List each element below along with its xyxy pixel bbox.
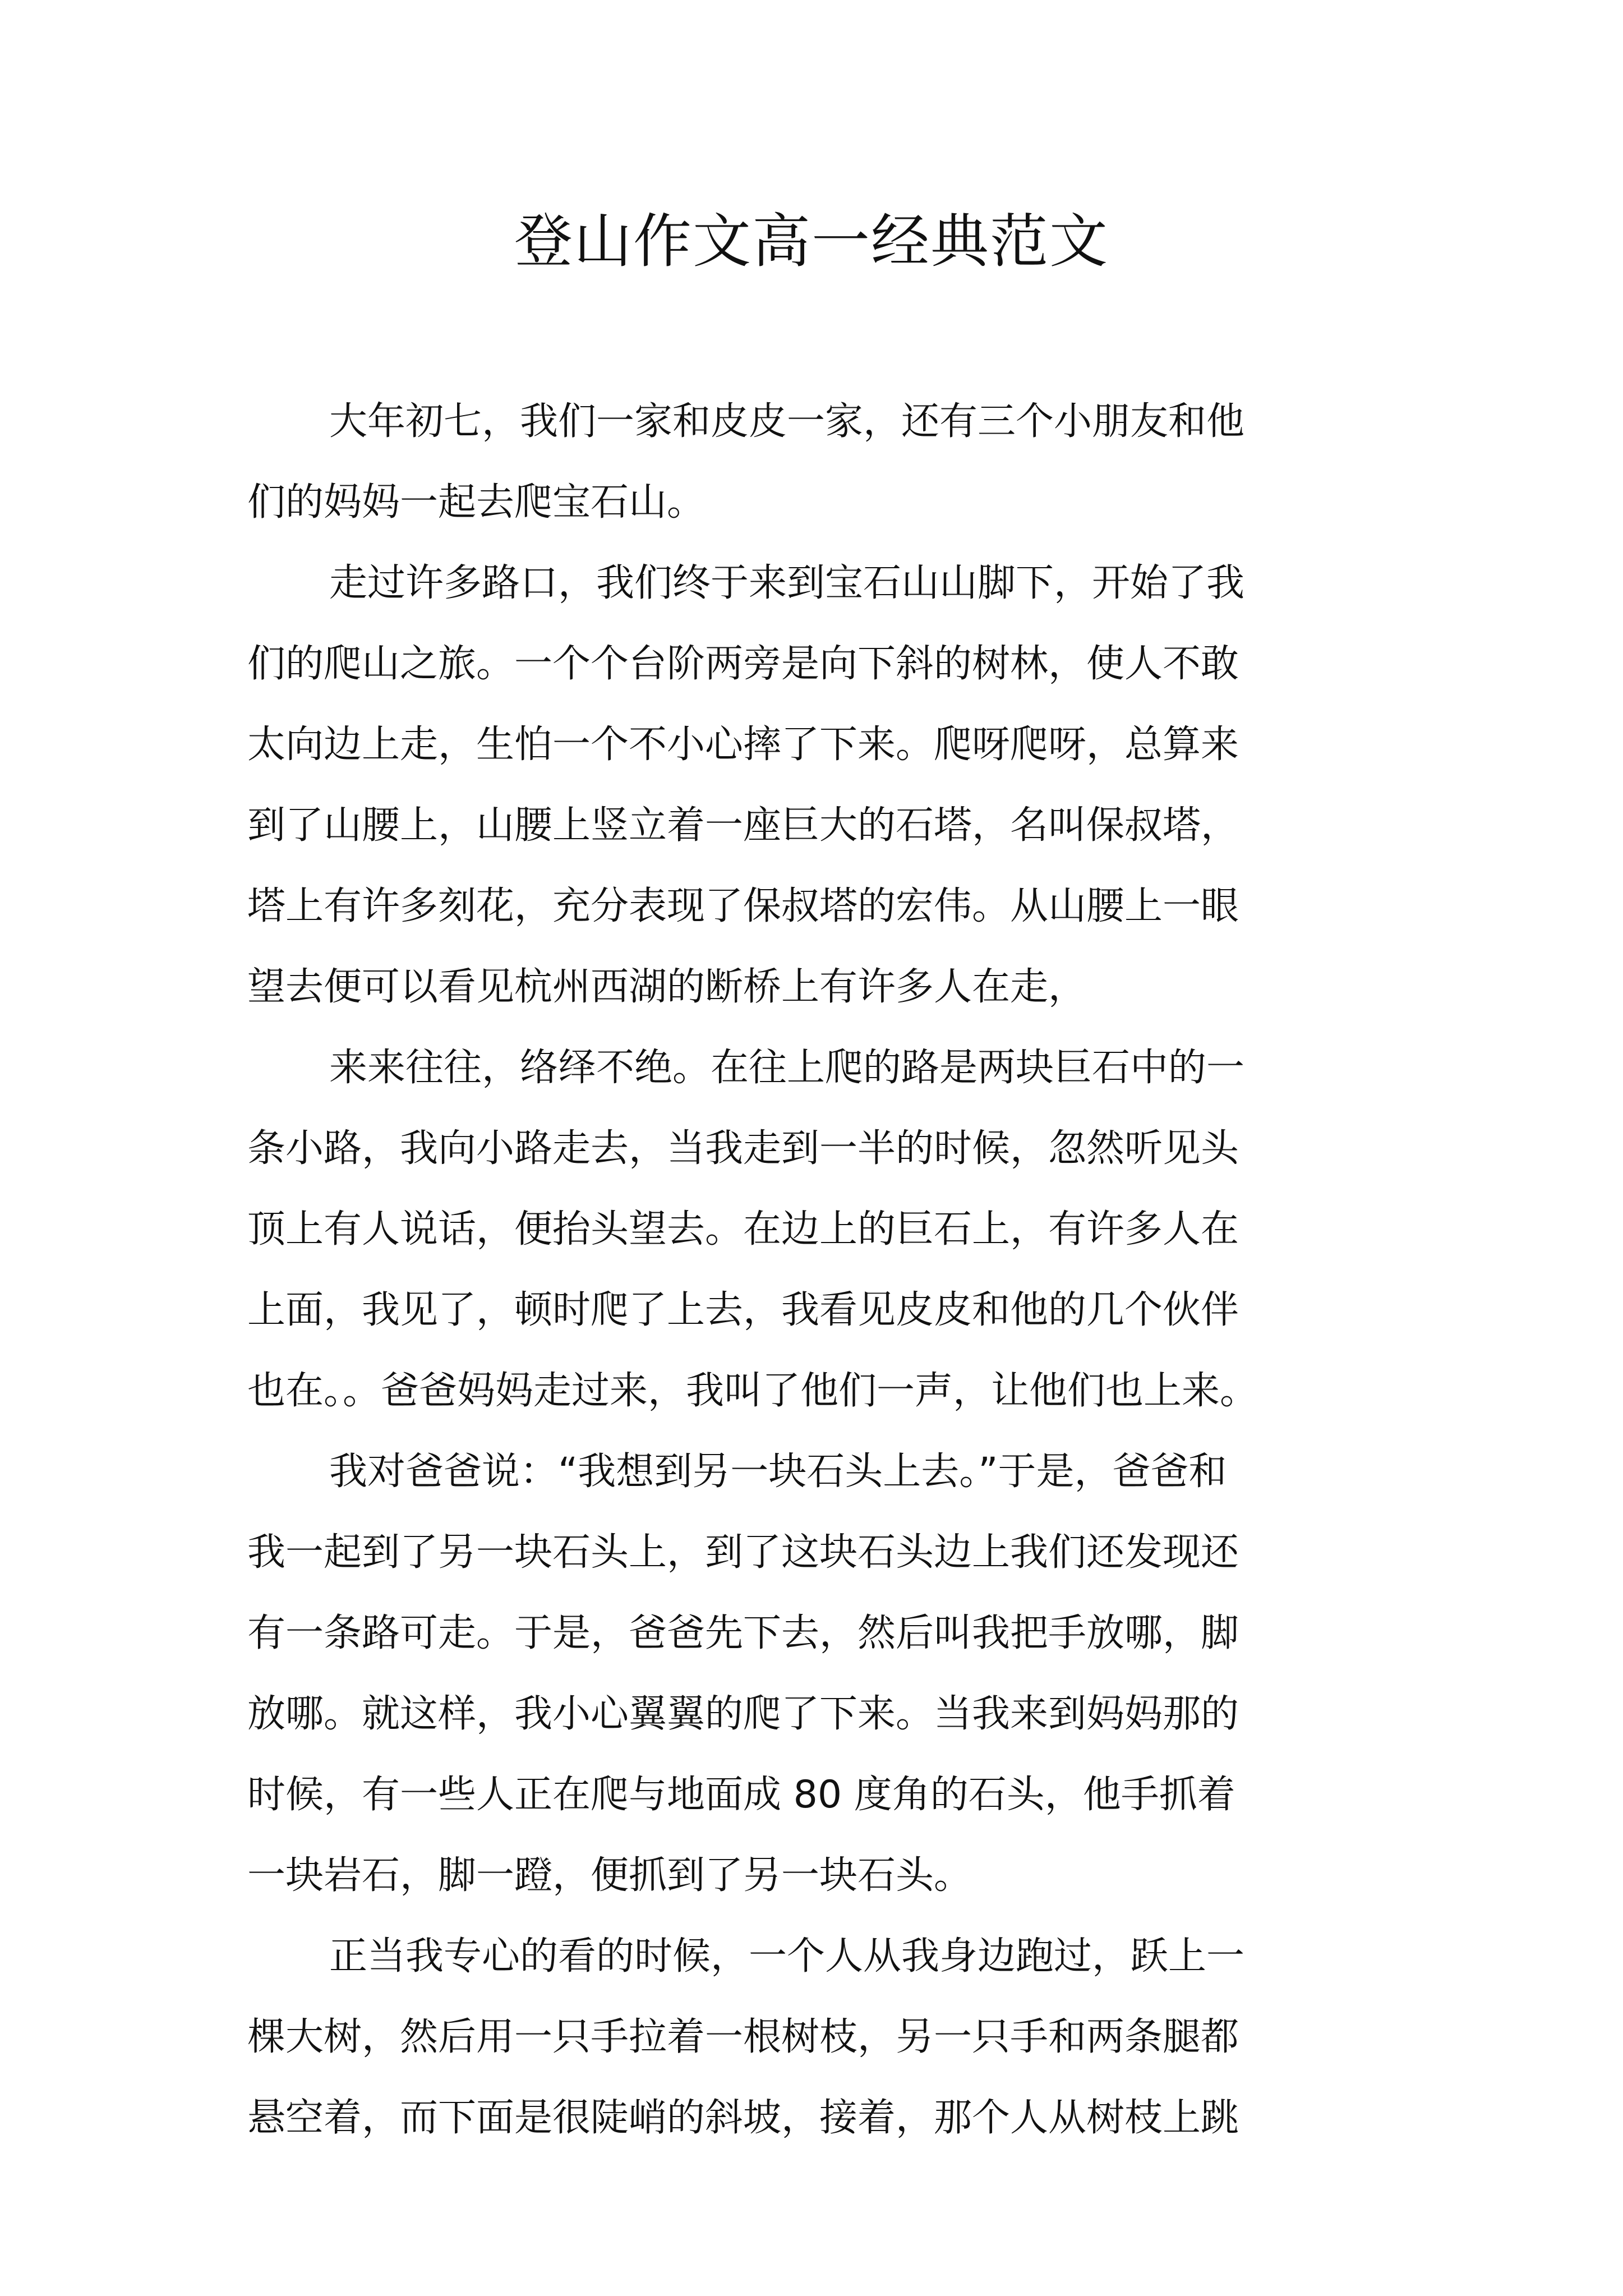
paragraph-4	[247, 1432, 1386, 1916]
text-line: 顶上有人说话，便抬头望去。在边上的巨石上，有许多人在	[247, 1207, 1239, 1251]
text-line: 塔上有许多刻花，充分表现了保叔塔的宏伟。从山腰上一眼	[247, 884, 1239, 928]
text-line: 太向边上走，生怕一个不小心摔了下来。爬呀爬呀，总算来	[247, 723, 1239, 767]
text-line: 一块岩石，脚一蹬，便抓到了另一块石头。	[247, 1853, 972, 1898]
text-line: 到了山腰上，山腰上竖立着一座巨大的石塔，名叫保叔塔，	[247, 803, 1239, 848]
paragraph-3	[247, 1028, 1386, 1432]
paragraph-2	[247, 543, 1386, 1028]
document-body	[247, 381, 1386, 2159]
text-line: 悬空着，而下面是很陡峭的斜坡，接着，那个人从树枝上跳	[247, 2096, 1239, 2140]
text-line: 时候，有一些人正在爬与地面成 80 度角的石头，他手抓着	[247, 1773, 1235, 1817]
text-line: 正当我专心的看的时候，一个人从我身边跑过，跃上一	[329, 1934, 1245, 1978]
text-line: 们的爬山之旅。一个个台阶两旁是向下斜的树林，使人不敢	[247, 642, 1239, 686]
text-line: 有一条路可走。于是，爸爸先下去，然后叫我把手放哪，脚	[247, 1611, 1239, 1655]
text-line: 望去便可以看见杭州西湖的断桥上有许多人在走，	[247, 965, 1087, 1009]
document-title: 登山作文高一经典范文	[514, 207, 1109, 275]
paragraph-1	[247, 381, 1386, 543]
text-line: 来来往往，络绎不绝。在往上爬的路是两块巨石中的一	[329, 1046, 1245, 1090]
text-line: 条小路，我向小路走去，当我走到一半的时候，忽然听见头	[247, 1126, 1239, 1171]
text-line: 上面，我见了，顿时爬了上去，我看见皮皮和他的几个伙伴	[247, 1288, 1239, 1332]
text-line: 放哪。就这样，我小心翼翼的爬了下来。当我来到妈妈那的	[247, 1692, 1239, 1736]
text-line: 棵大树，然后用一只手拉着一根树枝，另一只手和两条腿都	[247, 2015, 1239, 2059]
text-line: 也在。。爸爸妈妈走过来，我叫了他们一声，让他们也上来。	[247, 1369, 1258, 1413]
text-line: 们的妈妈一起去爬宝石山。	[247, 480, 706, 524]
text-line: 我对爸爸说：“我想到另一块石头上去。”于是，爸爸和	[329, 1450, 1227, 1494]
text-line: 我一起到了另一块石头上，到了这块石头边上我们还发现还	[247, 1530, 1239, 1575]
text-line: 走过许多路口，我们终于来到宝石山山脚下，开始了我	[329, 561, 1245, 605]
paragraph-5	[247, 1916, 1386, 2159]
text-line: 大年初七，我们一家和皮皮一家，还有三个小朋友和他	[329, 399, 1245, 444]
